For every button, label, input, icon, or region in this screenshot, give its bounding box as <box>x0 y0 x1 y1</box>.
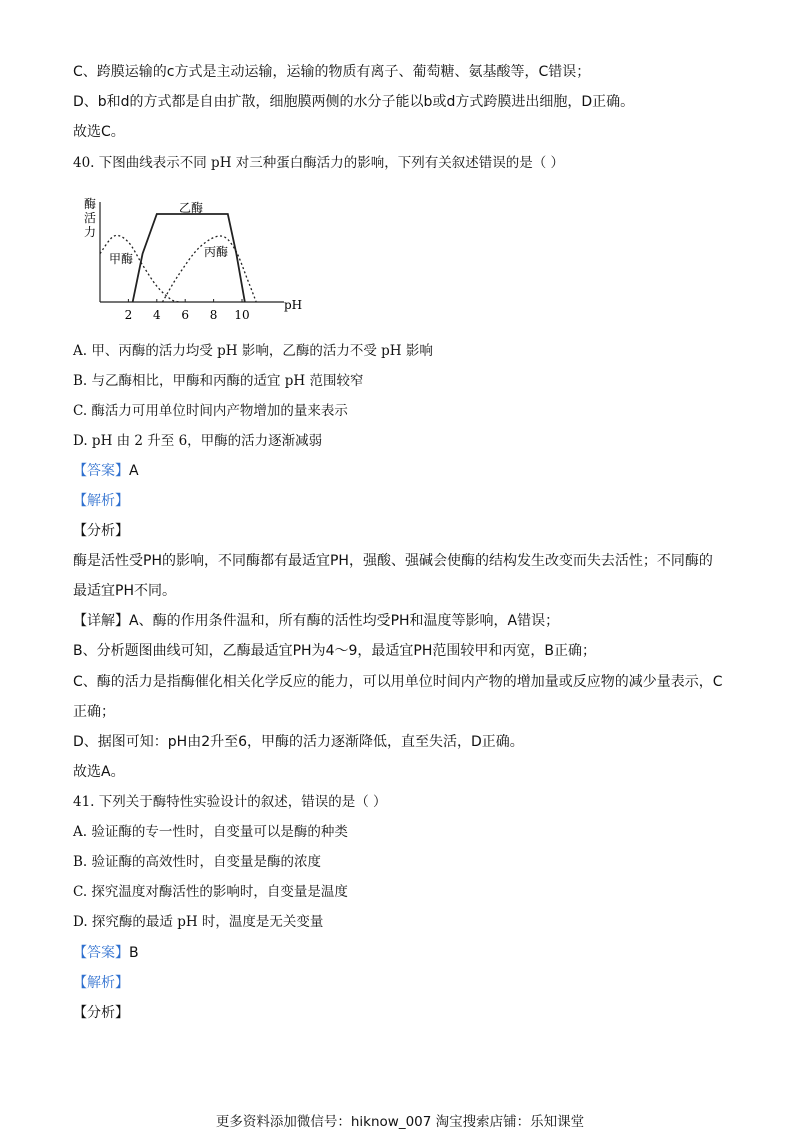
fenxi-tag: 【分析】 <box>73 1005 129 1021</box>
text-line: 【详解】A、酶的作用条件温和，所有酶的活性均受PH和温度等影响，A错误； <box>73 613 560 629</box>
answer-tag: 【答案】 <box>73 463 129 479</box>
answer-tag: 【答案】 <box>73 945 129 961</box>
answer-value: B <box>129 945 139 961</box>
option-b: B. 验证酶的高效性时，自变量是酶的浓度 <box>73 854 322 870</box>
text-line: 最适宜PH不同。 <box>73 583 176 599</box>
answer-40 <box>73 462 139 480</box>
text-line: 酶是活性受PH的影响，不同酶都有最适宜PH，强酸、强碱会使酶的结构发生改变而失去活性；不同酶的 <box>73 553 713 569</box>
option-d: D. pH 由 2 升至 6，甲酶的活力逐渐减弱 <box>73 433 323 449</box>
page-footer: 更多资料添加微信号：hiknow_007 淘宝搜索店铺：乐知课堂 <box>215 1114 585 1130</box>
y-axis-label-char: 力 <box>84 225 97 239</box>
text-line: D、b和d的方式都是自由扩散，细胞膜两侧的水分子能以b或d方式跨膜进出细胞，D正确。 <box>73 94 635 110</box>
text-line: 故选C。 <box>73 124 125 140</box>
y-axis-label-char: 酶 <box>84 197 97 211</box>
x-tick-label: 6 <box>181 308 190 322</box>
fenxi-tag: 【分析】 <box>73 523 129 539</box>
x-tick-label: 4 <box>152 308 161 322</box>
text-line: 故选A。 <box>73 764 125 780</box>
y-axis-label <box>84 196 96 239</box>
series-label: 乙酶 <box>179 201 204 215</box>
text-line: 正确； <box>73 704 115 720</box>
text-line: D、据图可知：pH由2升至6，甲酶的活力逐渐降低，直至失活，D正确。 <box>73 734 524 750</box>
x-tick-label: 8 <box>209 308 218 322</box>
text-line: B、分析题图曲线可知，乙酶最适宜PH为4～9，最适宜PH范围较甲和丙宽，B正确； <box>73 643 596 659</box>
option-d: D. 探究酶的最适 pH 时，温度是无关变量 <box>73 914 324 930</box>
analysis-tag: 【解析】 <box>73 975 129 991</box>
answer-41 <box>73 944 139 962</box>
option-a: A. 验证酶的专一性时，自变量可以是酶的种类 <box>73 824 348 840</box>
text-line: C、跨膜运输的c方式是主动运输，运输的物质有离子、葡萄糖、氨基酸等，C错误； <box>73 64 591 80</box>
series-label: 甲酶 <box>109 252 134 266</box>
option-b: B. 与乙酶相比，甲酶和丙酶的适宜 pH 范围较窄 <box>73 373 364 389</box>
option-c: C. 酶活力可用单位时间内产物增加的量来表示 <box>73 403 348 419</box>
question-41: 41. 下列关于酶特性实验设计的叙述，错误的是（ ） <box>73 794 387 810</box>
x-tick-label: 2 <box>124 308 133 322</box>
option-a: A. 甲、丙酶的活力均受 pH 影响，乙酶的活力不受 pH 影响 <box>73 343 433 359</box>
enzyme-ph-chart <box>76 186 306 324</box>
option-c: C. 探究温度对酶活性的影响时，自变量是温度 <box>73 884 348 900</box>
x-axis-label: pH <box>284 298 303 312</box>
x-tick-label: 10 <box>234 308 250 322</box>
question-40: 40. 下图曲线表示不同 pH 对三种蛋白酶活力的影响，下列有关叙述错误的是（ ） <box>73 155 565 171</box>
text-line: C、酶的活力是指酶催化相关化学反应的能力，可以用单位时间内产物的增加量或反应物的减少量表示，C <box>73 674 723 690</box>
analysis-tag: 【解析】 <box>73 493 129 509</box>
series-label: 丙酶 <box>204 245 229 259</box>
answer-value: A <box>129 463 139 479</box>
y-axis-label-char: 活 <box>84 211 97 225</box>
